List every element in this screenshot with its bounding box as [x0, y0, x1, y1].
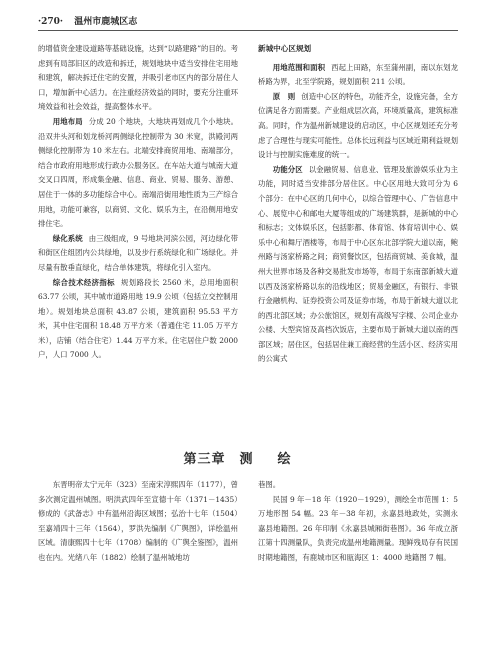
chapter-number: 第三章 [183, 452, 226, 467]
paragraph-history-early: 东晋明帝太宁元年（323）至南宋淳熙四年（1177），曾多次测定温州城图。明洪武四年至宣德十年（1371－1435）修成的《武备志》中有温州沿海区域图；弘治十七年（1504）至嘉靖四十三年（1564），罗洪先编制《广舆图》，详绘温州区域。清康熙四十七年（1708）编制的《广舆全鉴图》，温州也在内。光绪八年（1882）绘制了温州城地坊 [38, 480, 238, 562]
book-title: 温州市鹿城区志 [74, 17, 138, 27]
paragraph-intro: 的增值资金建设道路等基础设施，达到“以路建路”的目的。考虑到有局部旧区的改造和拆迁，规划地块中适当安排住宅用地和建筑，解决拆迁住宅的安置，并吸引老市区内的部分居住人口，增加新中心活力。在注重经济效益的同时，要充分注重环境效益和社会效益，提高整体水平。 [38, 44, 238, 112]
lead-land-layout: 用地布局 [52, 116, 83, 126]
running-header [38, 14, 458, 31]
chapter-heading [0, 448, 480, 467]
lead-scope: 用地范围和面积 [272, 62, 326, 72]
section-heading: 新城中心区规划 [258, 44, 312, 53]
right-column-top [258, 42, 458, 367]
left-column-bottom [38, 478, 238, 566]
text-zoning: 以金融贸易、信息业、管理及旅游娱乐业为主功能，同时适当安排部分居住区。中心区用地大致可分为 6 个部分：在中心区的几何中心，以综合管理中心、广告信息中心、展览中心和邮电大厦等组成的广场建筑群，是新城的中心和标志；文体娱乐区，包括影都、体育馆、体育培训中心、娱乐中心和舞厅酒楼等，布局于中心区东北部学院大道以南，鲍州路与汤家桥路之间；商贸餐饮区，包括商贸城、美食城，温州大世界市场及各种交易批发市场等，布局于东南部新城大道以西及汤家桥路以东的沿线地区；贸易金融区，有银行、非银行金融机构、证券投资公司及证券市场，布局于新城大道以北的西北部区域；办公旅馆区，规划有高级写字楼、公司企业办公楼、大型宾馆及高档次饭店，主要布局于新城大道以南的西部区域；居住区，包括居住兼工商经营的生活小区、经济实用的公寓式 [258, 164, 458, 364]
paragraph-indicators [38, 276, 238, 364]
right-column-bottom [258, 478, 458, 566]
text-indicators: 规划路段长 2560 米，总用地面积 63.77 公顷，其中城市道路用地 19.9 公顷（包括立交控制用地）。规划地块总面积 43.87 公顷，建筑面积 95.53 平方米，其中住宅面积 18.48 万平方米（普通住宅 11.05 万平方米），店铺（结合住宅）1.44 万平方米。住宅居住户数 2000 户，人口 7000 人。 [38, 277, 238, 360]
chapter-title: 测 绘 [239, 452, 297, 467]
paragraph-continuation: 巷图。 [258, 480, 281, 489]
paragraph-land-layout [38, 115, 238, 232]
lead-indicators: 综合技术经济指标 [52, 277, 115, 287]
text-green-system: 由三级组成，9 号地块河滨公园，河边绿化带和街区住组团内公共绿地，以及步行系统绿化和广场绿化。并尽量有散垂直绿化，结合单体建筑，将绿化引入室内。 [38, 233, 238, 272]
text-principle: 创造中心区的特色，功能齐全，设施完备，全方位满足各方面需要。产业组成层次高，环境质量高，建筑标准高。同时，作为温州新城建设的启动区，中心区规划还充分考虑了合理性与现实可能性。总体长远利益与区域近期利益规划设计与控制实施难度的统一。 [258, 91, 458, 160]
left-column-top [38, 42, 238, 363]
paragraph-scope [258, 61, 458, 90]
lead-green-system: 绿化系统 [52, 233, 83, 243]
paragraph-green-system [38, 232, 238, 276]
paragraph-zoning [258, 163, 458, 367]
text-scope: 西起上田路，东至蒲州副，南以东划龙桥路为界，北至学院路，规划面积 211 公顷。 [258, 62, 458, 87]
lead-principle: 原 则 [272, 91, 296, 101]
page-number: ·270· [38, 17, 64, 27]
text-land-layout: 分成 20 个地块，大地块再划成几个小地块。沿双井头河和划龙桥河两侧绿化控制带为 30 米宽，洪殿河两侧绿化控制带为 10 米左右。北端安排商贸用地、南端部分，结合市政府用地形成行政办公服务区。在车站大道与城南大道交叉口四周，形成集金融、信息、商业、贸易、服务、游憩、居住于一体的多功能综合中心。南端沿街用地性质为三产综合用地，功能可兼容，以商贸、文化、娱乐为主，在沿侧用地安排住宅。 [38, 116, 238, 229]
paragraph-history-republic: 民国 9 年－18 年（1920－1929），测绘全市范围 1：5 万地形图 54 幅。23 年－38 年初，永嘉县地政处，实测永嘉县地籍图。26 年印制《永嘉县城厢街巷图》。36 年成立浙江第十四测量队，负责完成温州地籍测量。现鲜残局存有民国时期地籍图，有鹿城市区和瓯海区 1：4000 地籍图 7 幅。 [258, 494, 458, 562]
lead-zoning: 功能分区 [272, 164, 303, 174]
paragraph-principle [258, 90, 458, 163]
